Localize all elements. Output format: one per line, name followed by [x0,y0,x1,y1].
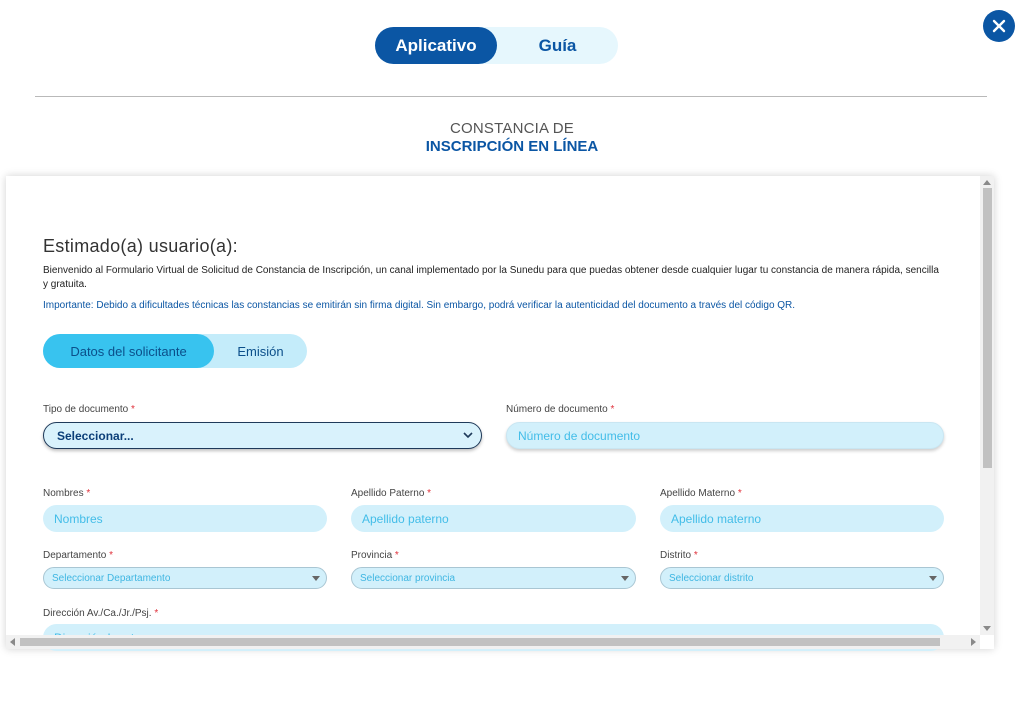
top-tab-switch [375,27,618,64]
departamento-label: Departamento * [43,550,114,561]
apellido-materno-input[interactable]: Apellido materno [660,505,944,532]
nombres-input[interactable]: Nombres [43,505,327,532]
tab-aplicativo[interactable]: Aplicativo [375,27,497,64]
tab-guia[interactable]: Guía [538,35,577,55]
apellido-paterno-input[interactable]: Apellido paterno [351,505,636,532]
required-mark: * [394,550,399,561]
scroll-left-icon[interactable] [10,638,15,646]
required-mark: * [86,488,91,499]
departamento-select[interactable]: Seleccionar Departamento [43,567,327,589]
page-title-line2: INSCRIPCIÓN EN LÍNEA [425,138,599,155]
tipo-documento-label: Tipo de documento * [43,404,135,415]
vertical-scrollbar[interactable] [980,176,994,635]
required-mark: * [427,488,432,499]
nombres-label: Nombres * [43,488,91,499]
horizontal-scrollbar[interactable] [6,635,980,649]
provincia-select[interactable]: Seleccionar provincia [351,567,636,589]
form-card [6,176,994,649]
chevron-down-icon [621,576,629,581]
page-title [0,120,1024,155]
scroll-up-icon[interactable] [983,180,991,185]
provincia-label: Provincia * [351,550,399,561]
apellido-materno-label: Apellido Materno * [660,488,742,499]
close-button[interactable] [983,10,1015,42]
divider [35,96,987,97]
numero-documento-label: Número de documento * [506,404,615,415]
important-notice: Importante: Debido a dificultades técnicas las constancias se emitirán sin firma digital. Sin embargo, podrá verificar la autenticidad del documento a través del código QR. [43,300,796,311]
distrito-label: Distrito * [660,550,698,561]
form-tab-switch [43,334,307,368]
apellido-paterno-label: Apellido Paterno * [351,488,432,499]
scroll-right-icon[interactable] [971,638,976,646]
welcome-text: Bienvenido al Formulario Virtual de Solicitud de Constancia de Inscripción, un canal implementado por la Sunedu para que puedas obtener desde cualquier lugar tu constancia de manera rápida, sencilla y gratuita. [43,265,939,290]
numero-documento-input[interactable]: Número de documento [506,422,944,449]
vertical-scroll-thumb[interactable] [983,188,992,468]
tipo-documento-select[interactable]: Seleccionar... [43,422,482,449]
required-mark: * [610,404,615,415]
required-mark: * [154,608,159,619]
required-mark: * [693,550,698,561]
distrito-select[interactable]: Seleccionar distrito [660,567,944,589]
horizontal-scroll-thumb[interactable] [20,638,940,646]
required-mark: * [109,550,114,561]
chevron-down-icon [463,431,473,439]
greeting-heading: Estimado(a) usuario(a): [43,236,238,256]
close-icon [992,19,1006,33]
page-title-line1: CONSTANCIA DE [449,120,574,137]
chevron-down-icon [312,576,320,581]
chevron-down-icon [929,576,937,581]
required-mark: * [131,404,135,415]
tab-emision[interactable]: Emisión [237,343,284,359]
required-mark: * [737,488,742,499]
tab-datos-solicitante[interactable]: Datos del solicitante [43,334,214,368]
scroll-down-icon[interactable] [983,626,991,631]
form-scroll-area[interactable] [43,176,963,635]
direccion-label: Dirección Av./Ca./Jr./Psj. * [43,608,159,619]
